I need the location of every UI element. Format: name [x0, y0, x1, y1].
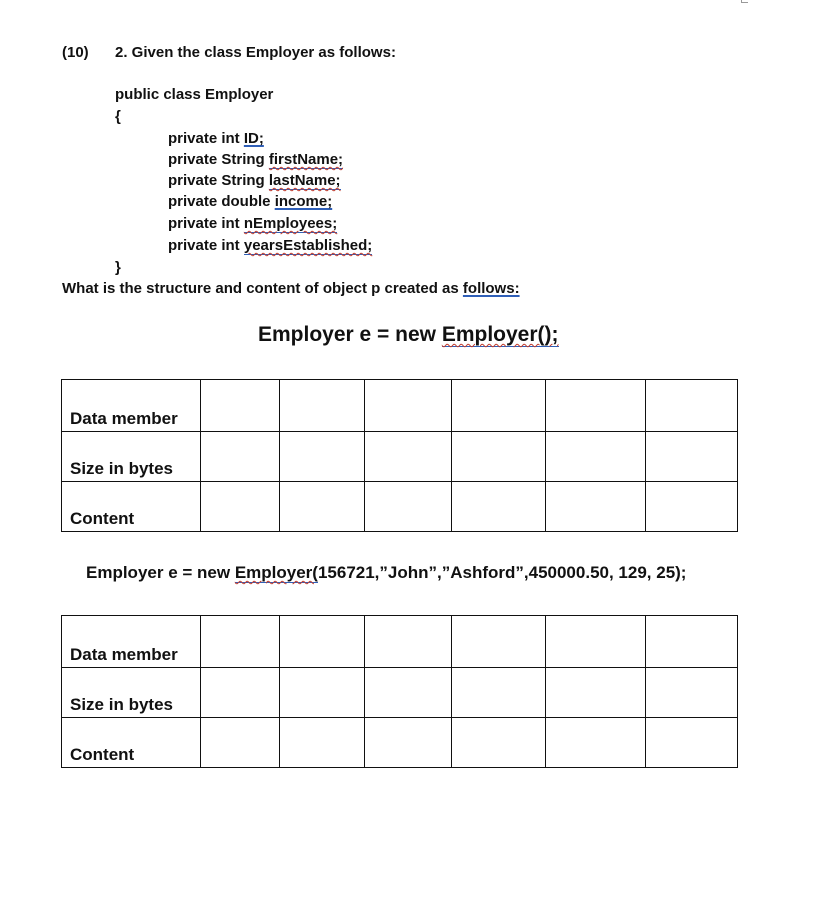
answer-cell[interactable] [201, 616, 280, 668]
page-corner-mark [741, 0, 748, 3]
answer-cell[interactable] [280, 432, 365, 482]
field-lastname [168, 172, 341, 189]
answer-cell[interactable] [280, 380, 365, 432]
class-close-brace: } [115, 259, 121, 276]
answer-cell[interactable] [280, 668, 365, 718]
question-marks: (10) [62, 44, 89, 61]
answer-cell[interactable] [452, 718, 546, 768]
question-title: 2. Given the class Employer as follows: [115, 44, 396, 61]
field-yearsestablished [168, 237, 372, 254]
answer-cell[interactable] [546, 432, 646, 482]
field-name: income; [274, 193, 333, 210]
field-type: private int [168, 237, 244, 254]
field-name: lastName; [268, 172, 341, 189]
statement-prefix: Employer e = new [86, 563, 235, 582]
answer-cell[interactable] [280, 616, 365, 668]
answer-cell[interactable] [452, 380, 546, 432]
statement-param-constructor [86, 563, 686, 583]
answer-cell[interactable] [452, 482, 546, 532]
row-label-content: Content [62, 482, 201, 532]
field-type: private int [168, 215, 244, 232]
table-row [62, 482, 738, 532]
field-firstname [168, 151, 343, 168]
answer-cell[interactable] [201, 432, 280, 482]
answer-cell[interactable] [201, 482, 280, 532]
answer-cell[interactable] [365, 718, 452, 768]
answer-cell[interactable] [546, 718, 646, 768]
field-name: ID; [243, 130, 264, 147]
answer-cell[interactable] [646, 482, 738, 532]
row-label-data-member: Data member [62, 616, 201, 668]
row-label-size-in-bytes: Size in bytes [62, 668, 201, 718]
table-default-object [61, 379, 738, 532]
table-row [62, 668, 738, 718]
answer-cell[interactable] [201, 718, 280, 768]
field-id [168, 130, 264, 147]
statement-default-constructor [258, 323, 559, 347]
answer-cell[interactable] [365, 482, 452, 532]
table-row [62, 616, 738, 668]
table-row [62, 432, 738, 482]
answer-cell[interactable] [546, 380, 646, 432]
answer-cell[interactable] [452, 432, 546, 482]
answer-cell[interactable] [646, 616, 738, 668]
answer-cell[interactable] [546, 482, 646, 532]
statement-call: Employer(); [441, 323, 559, 346]
answer-cell[interactable] [280, 718, 365, 768]
class-header: public class Employer [115, 86, 274, 103]
answer-cell[interactable] [646, 432, 738, 482]
prompt-tail: follows: [462, 280, 520, 297]
answer-cell[interactable] [646, 668, 738, 718]
answer-cell[interactable] [365, 668, 452, 718]
table-param-object [61, 615, 738, 768]
table-row [62, 380, 738, 432]
answer-cell[interactable] [546, 616, 646, 668]
field-type: private int [168, 130, 244, 147]
answer-cell[interactable] [452, 616, 546, 668]
table-row [62, 718, 738, 768]
class-open-brace: { [115, 108, 121, 125]
row-label-size-in-bytes: Size in bytes [62, 432, 201, 482]
row-label-data-member: Data member [62, 380, 201, 432]
field-name: yearsEstablished; [243, 237, 373, 254]
statement-prefix: Employer e = new [258, 323, 442, 346]
answer-cell[interactable] [280, 482, 365, 532]
prompt-text [62, 280, 520, 297]
statement-call: Employer( [234, 563, 318, 582]
answer-cell[interactable] [201, 668, 280, 718]
prompt-body: What is the structure and content of object p created as [62, 280, 463, 297]
field-type: private String [168, 151, 269, 168]
field-type: private String [168, 172, 269, 189]
row-label-content: Content [62, 718, 201, 768]
answer-cell[interactable] [365, 616, 452, 668]
answer-cell[interactable] [201, 380, 280, 432]
field-name: firstName; [268, 151, 344, 168]
statement-args: 156721,”John”,”Ashford”,450000.50, 129, 25); [317, 563, 687, 582]
answer-cell[interactable] [365, 380, 452, 432]
answer-cell[interactable] [365, 432, 452, 482]
answer-cell[interactable] [452, 668, 546, 718]
field-type: private double [168, 193, 275, 210]
answer-cell[interactable] [646, 718, 738, 768]
field-income [168, 193, 332, 210]
answer-cell[interactable] [546, 668, 646, 718]
answer-cell[interactable] [646, 380, 738, 432]
field-name: nEmployees; [243, 215, 338, 232]
field-nemployees [168, 215, 337, 232]
